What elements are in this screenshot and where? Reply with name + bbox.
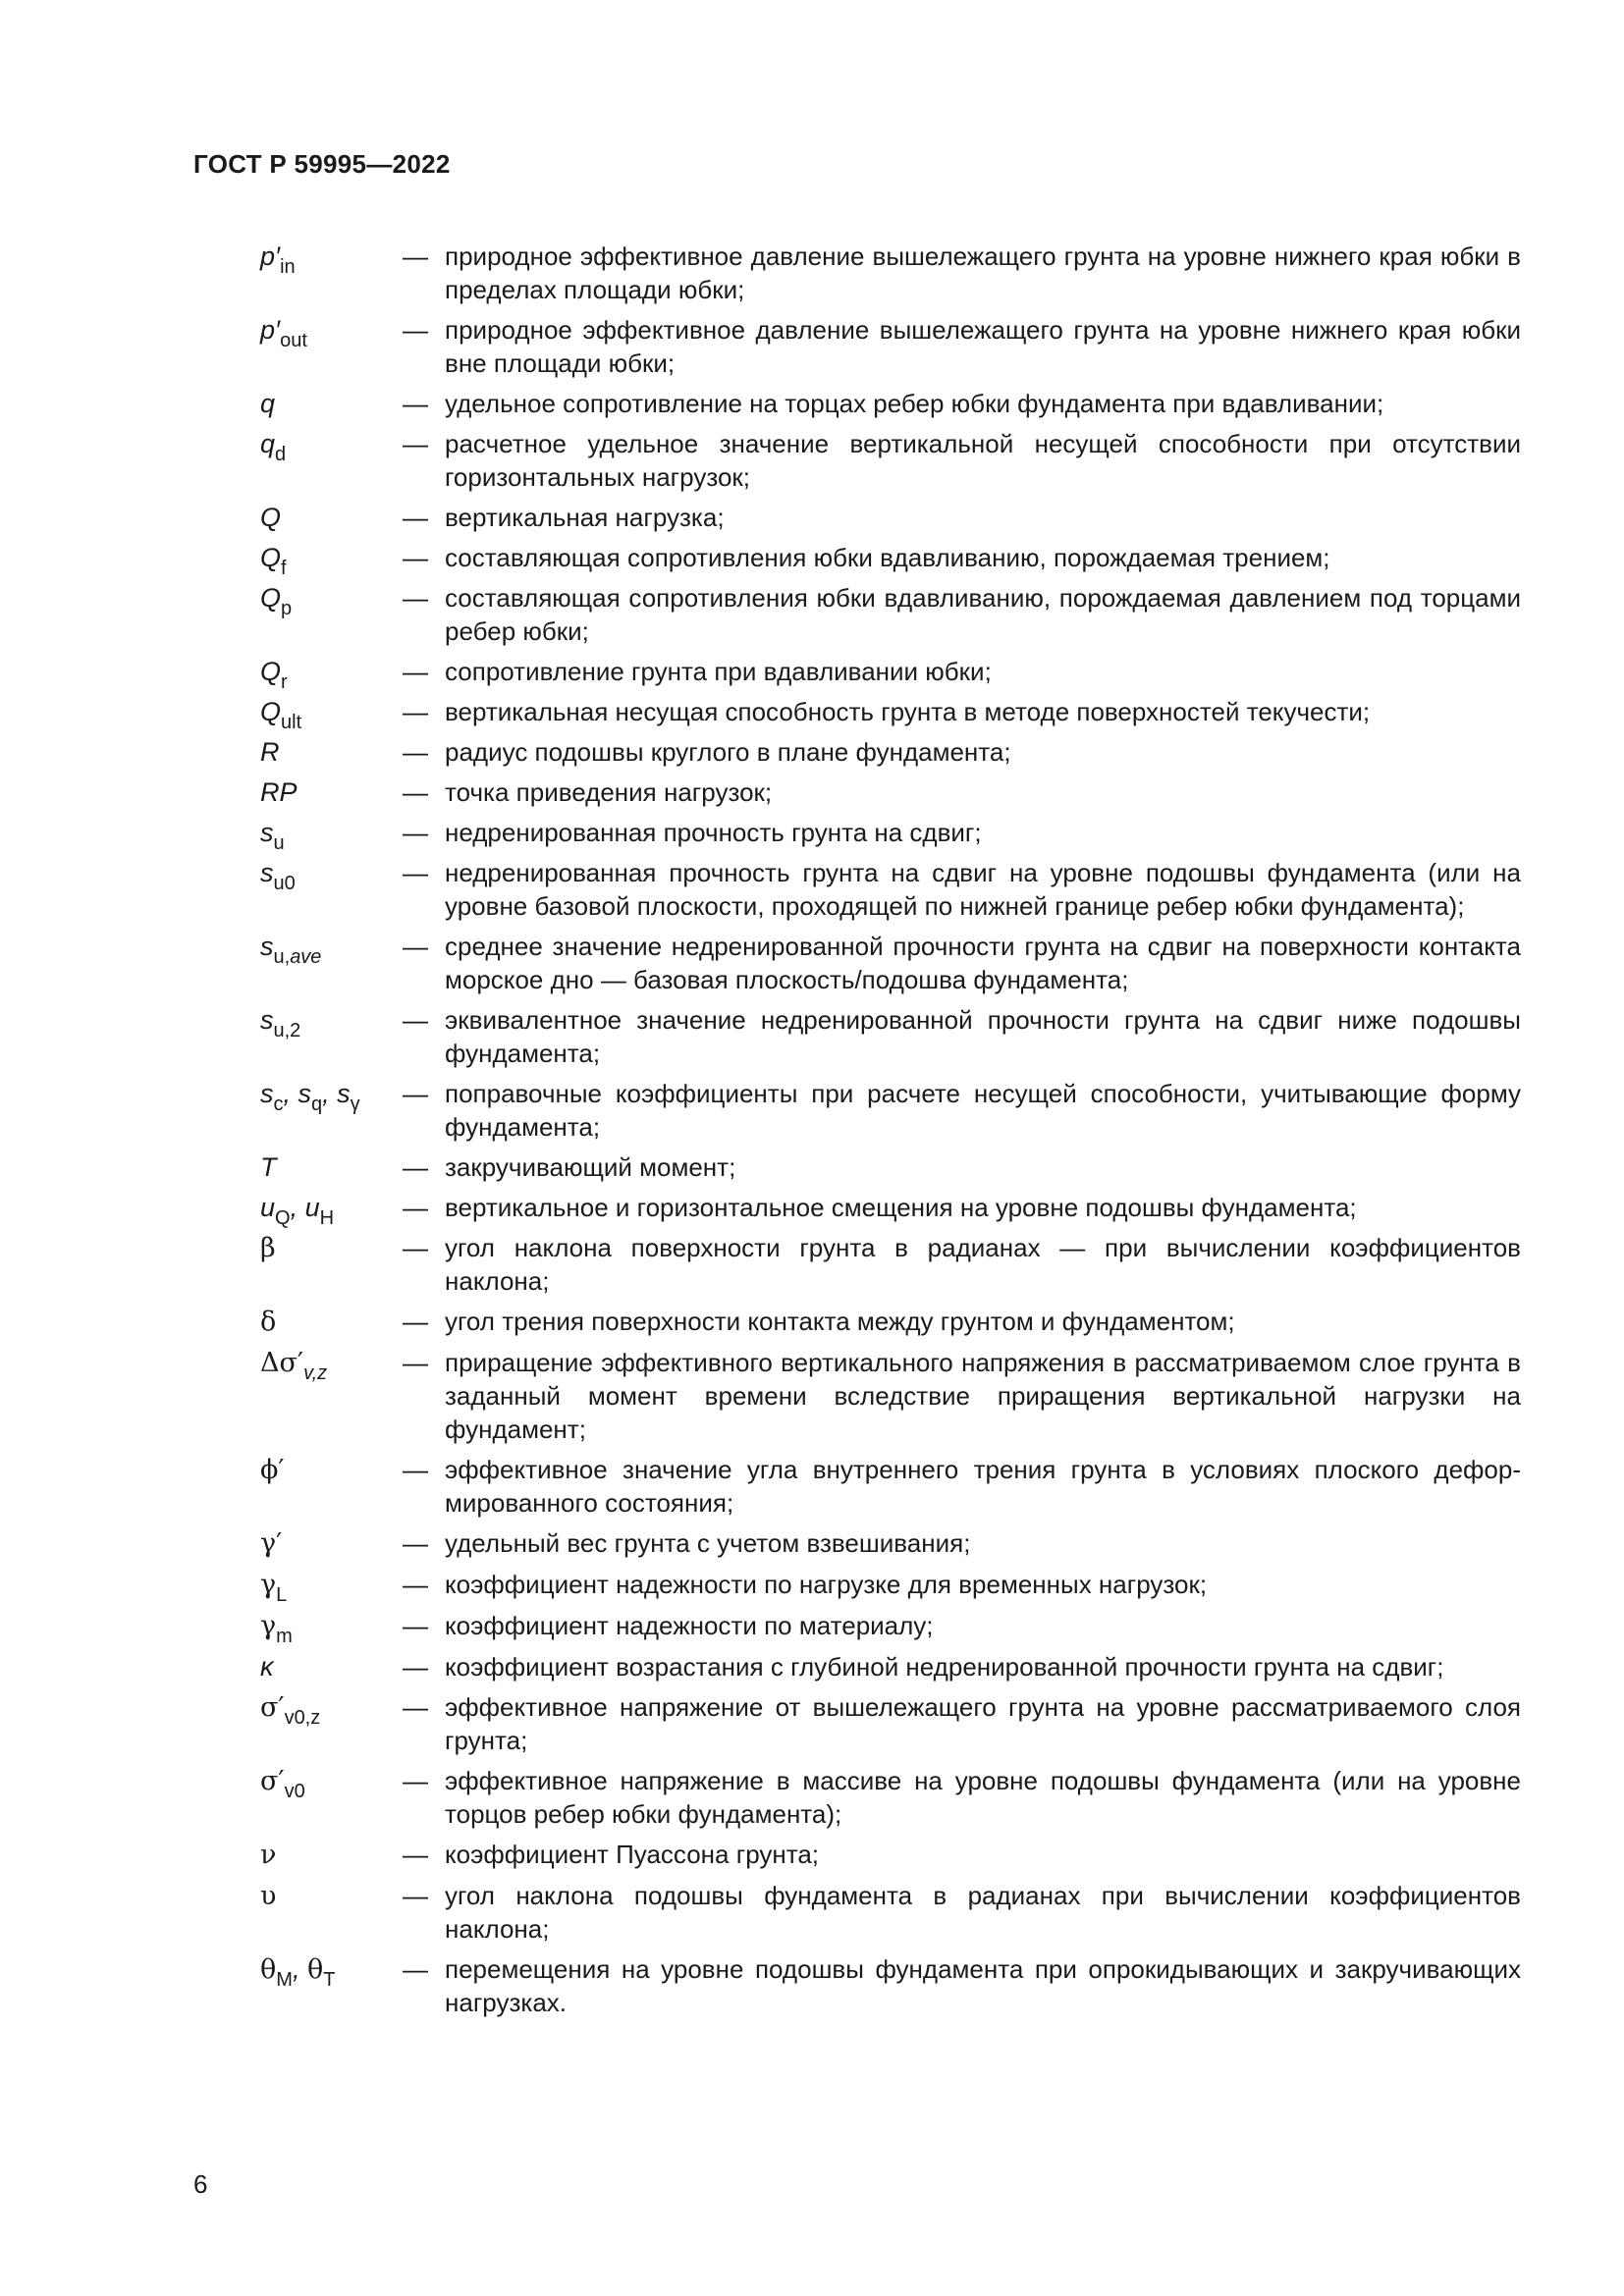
symbol-subscript-text: r — [281, 671, 288, 693]
symbol-greek: γ — [260, 1611, 277, 1641]
definition-symbol — [260, 1650, 403, 1683]
symbol-base: T — [260, 1152, 277, 1182]
definition-row — [260, 1305, 1521, 1339]
definition-text: составляющая сопротивления юбки вдавливанию, порождаемая трением; — [445, 543, 1330, 572]
symbol-greek: β — [260, 1233, 276, 1263]
definition-symbol — [260, 930, 403, 968]
definition-symbol — [260, 1453, 403, 1487]
definition-symbol — [260, 1568, 403, 1606]
symbol-base: RP — [260, 777, 298, 807]
symbol-base: s — [260, 1079, 274, 1108]
definition-symbol: $s_c$, $s_q$, $s_\gamma$ — [260, 1079, 360, 1115]
definition-row — [260, 1764, 1521, 1831]
definition-dash: — — [403, 1079, 428, 1108]
definition-symbol — [260, 1879, 403, 1913]
definition-row — [260, 541, 1521, 579]
definition-dash: — — [403, 1881, 428, 1910]
symbol-greek: σ′ — [260, 1692, 285, 1723]
definition-row — [260, 1231, 1521, 1298]
definition-row — [260, 387, 1521, 420]
definition-text: точка приведения нагрузок; — [445, 777, 773, 807]
definition-dash: — — [403, 858, 428, 887]
definition-text: коэффициент возрастания с глубиной недренированной прочности грунта на сдвиг; — [445, 1652, 1444, 1682]
symbol-subscript — [281, 598, 292, 619]
definition-symbol — [260, 1609, 403, 1647]
definition-text: недренированная прочность грунта на сдвиг; — [445, 818, 982, 847]
symbol-base: Q — [260, 543, 282, 572]
symbol-subscript-text: in — [280, 256, 296, 278]
definition-text: расчетное удельное значение вертикальной несущей способности при отсутствии горизонтальных нагрузок; — [445, 429, 1521, 492]
symbol-definitions-list — [260, 240, 1521, 2026]
definition-text: сопротивление грунта при вдавливании юбки; — [445, 657, 992, 686]
definition-symbol — [260, 735, 403, 769]
definition-symbol — [260, 1764, 403, 1802]
definition-symbol — [260, 1231, 403, 1265]
symbol-subscript-text: v0,z — [284, 1707, 321, 1729]
definition-text: эффективное значение угла внутреннего трения грунта в условиях плоского дефор-мированного состояния; — [445, 1455, 1521, 1518]
definition-text: угол наклона поверхности грунта в радианах — при вычислении коэффициентов наклона; — [445, 1233, 1521, 1296]
definition-text: природное эффективное давление вышележащего грунта на уровне нижнего края юбки в пределах площади юбки; — [445, 241, 1521, 304]
symbol-greek: γ — [260, 1570, 277, 1600]
symbol-base: κ — [260, 1652, 274, 1682]
definition-dash: — — [403, 429, 428, 458]
definition-row — [260, 1650, 1521, 1683]
symbol-subscript-text: p — [281, 598, 293, 619]
symbol-subscript-text: f — [281, 558, 287, 579]
definition-symbol — [260, 655, 403, 693]
definition-text: удельное сопротивление на торцах ребер юбки фундамента при вдавливании; — [445, 389, 1384, 418]
definition-dash: — — [403, 1307, 428, 1336]
definition-row — [260, 240, 1521, 306]
symbol-base: Q — [260, 697, 282, 726]
symbol-subscript — [281, 558, 287, 579]
symbol-base: u — [304, 1193, 320, 1222]
definition-text: составляющая сопротивления юбки вдавливанию, порождаемая давлением под торцами ребер юбки; — [445, 583, 1521, 646]
definition-symbol — [260, 856, 403, 894]
definition-dash: — — [403, 389, 428, 418]
symbol-subscript-text: M — [276, 1969, 293, 1991]
symbol-base: p′ — [260, 241, 281, 271]
definition-dash: — — [403, 315, 428, 345]
definition-symbol — [260, 541, 403, 579]
definition-dash: — — [403, 503, 428, 532]
symbol-base: Q — [260, 583, 282, 613]
symbol-subscript — [281, 671, 288, 693]
definition-text: приращение эффективного вертикального напряжения в рассматриваемом слое грунта в заданный момент времени вследствие приращения вертикальной нагрузки на фундамент; — [445, 1348, 1521, 1444]
definition-row — [260, 930, 1521, 996]
definition-row — [260, 775, 1521, 809]
symbol-subscript-text: γ — [350, 1094, 360, 1115]
symbol-greek: ν — [260, 1840, 277, 1870]
definition-text: удельный вес грунта с учетом взвешивания; — [445, 1528, 971, 1558]
definition-row — [260, 1346, 1521, 1446]
definition-text: эффективное напряжение от вышележащего грунта на уровне рассматриваемого слоя грунта; — [445, 1692, 1521, 1755]
definition-text: вертикальная несущая способность грунта в методе поверхностей текучести; — [445, 697, 1371, 726]
definition-text: вертикальная нагрузка; — [445, 503, 725, 532]
definition-dash: — — [403, 1005, 428, 1035]
definition-dash: — — [403, 1611, 428, 1640]
symbol-base: s — [260, 1005, 274, 1035]
symbol-subscript-text: ult — [281, 712, 302, 733]
definition-text: эквивалентное значение недренированной прочности грунта на сдвиг ниже подошвы фундамента; — [445, 1005, 1521, 1068]
definition-row — [260, 856, 1521, 923]
definition-row — [260, 1191, 1521, 1229]
symbol-subscript-text: u, — [273, 946, 291, 968]
definition-row — [260, 1879, 1521, 1946]
definition-text: эффективное напряжение в массиве на уровне подошвы фундамента (или на уровне торцов ребер юбки фундамента); — [445, 1766, 1521, 1829]
symbol-subscript-text: L — [276, 1584, 288, 1606]
symbol-subscript-text: c — [273, 1094, 284, 1115]
symbol-subscript-text: H — [319, 1207, 335, 1229]
definition-dash: — — [403, 1766, 428, 1795]
definition-symbol — [260, 1150, 403, 1184]
definition-text: коэффициент надежности по нагрузке для временных нагрузок; — [445, 1570, 1208, 1599]
definition-row — [260, 695, 1521, 733]
definition-symbol — [260, 816, 403, 854]
definition-row — [260, 1150, 1521, 1184]
symbol-subscript — [274, 873, 296, 894]
definition-row — [260, 1077, 1521, 1144]
definition-symbol — [260, 581, 403, 619]
definition-text: поправочные коэффициенты при расчете несущей способности, учитывающие форму фундамента; — [445, 1079, 1521, 1142]
symbol-subscript — [274, 1020, 301, 1041]
symbol-greek: υ — [260, 1881, 277, 1911]
symbol-greek: Δσ′ — [260, 1348, 304, 1378]
symbol-subscript-italic: ave — [290, 946, 322, 968]
definition-row — [260, 1952, 1521, 2019]
definition-symbol — [260, 1003, 403, 1041]
symbol-subscript — [323, 1969, 335, 1991]
symbol-subscript-text: u,2 — [273, 1020, 301, 1041]
symbol-greek: θ — [306, 1954, 324, 1985]
symbol-subscript — [276, 1626, 293, 1647]
definition-text: недренированная прочность грунта на сдвиг на уровне подошвы фундамента (или на уровне базовой плоскости, проходящей по нижней границе ребер юбки фундамента); — [445, 858, 1521, 921]
definition-row — [260, 1453, 1521, 1520]
definition-symbol: $u_Q$, $u_H$ — [260, 1193, 335, 1229]
symbol-subscript — [285, 1781, 305, 1802]
symbol-subscript — [274, 1094, 284, 1115]
definition-symbol — [260, 501, 403, 534]
definition-symbol — [260, 775, 403, 809]
definition-dash: — — [403, 1193, 428, 1222]
definition-text: коэффициент надежности по материалу; — [445, 1611, 934, 1640]
symbol-base: Q — [260, 657, 282, 686]
definition-dash: — — [403, 657, 428, 686]
symbol-greek: σ′ — [260, 1766, 285, 1796]
symbol-subscript — [285, 1707, 321, 1729]
definition-text: природное эффективное давление вышележащего грунта на уровне нижнего края юбки вне площади юбки; — [445, 315, 1521, 378]
definition-text: вертикальное и горизонтальное смещения на уровне подошвы фундамента; — [445, 1193, 1357, 1222]
definition-symbol — [260, 1838, 403, 1872]
definition-dash: — — [403, 1840, 428, 1869]
definition-dash: — — [403, 737, 428, 767]
symbol-subscript-text: u — [273, 832, 285, 854]
definition-symbol — [260, 387, 403, 420]
symbol-subscript — [311, 1094, 322, 1115]
symbol-subscript — [274, 832, 285, 854]
definition-row — [260, 1526, 1521, 1561]
definition-symbol: $\theta_M$, $\theta_T$ — [260, 1954, 336, 1991]
definition-row — [260, 501, 1521, 534]
definition-dash: — — [403, 1348, 428, 1377]
definition-row — [260, 1568, 1521, 1606]
page-number: 6 — [193, 2169, 208, 2199]
definition-text: коэффициент Пуассона грунта; — [445, 1840, 820, 1869]
definition-row — [260, 655, 1521, 693]
definition-row — [260, 427, 1521, 494]
definition-dash: — — [403, 1528, 428, 1558]
symbol-greek: ϕ′ — [260, 1455, 285, 1485]
symbol-greek: θ — [260, 1954, 277, 1985]
definition-dash: — — [403, 697, 428, 726]
symbol-subscript — [280, 330, 307, 351]
definition-text: перемещения на уровне подошвы фундамента при опрокидывающих и закручивающих нагрузках. — [445, 1954, 1521, 2017]
definition-dash: — — [403, 1570, 428, 1599]
symbol-subscript — [274, 946, 322, 968]
symbol-subscript — [351, 1094, 360, 1115]
definition-dash: — — [403, 1692, 428, 1722]
document-header: ГОСТ Р 59995—2022 — [193, 149, 451, 179]
symbol-subscript — [303, 1362, 327, 1384]
symbol-subscript — [275, 1207, 291, 1229]
symbol-base: s — [260, 932, 274, 961]
symbol-subscript — [276, 1969, 293, 1991]
symbol-subscript — [281, 712, 301, 733]
definition-symbol — [260, 1690, 403, 1729]
symbol-base: s — [260, 818, 274, 847]
symbol-base: q — [260, 429, 276, 458]
symbol-greek: δ — [260, 1307, 277, 1337]
definition-row — [260, 313, 1521, 380]
symbol-subscript-text: u0 — [273, 873, 296, 894]
definition-row — [260, 1838, 1521, 1872]
symbol-subscript — [320, 1207, 334, 1229]
definition-text: закручивающий момент; — [445, 1152, 736, 1182]
definition-dash: — — [403, 1233, 428, 1262]
symbol-subscript-text: m — [276, 1626, 293, 1647]
symbol-base: p′ — [260, 315, 281, 345]
symbol-subscript-text: out — [280, 330, 307, 351]
definition-dash: — — [403, 1455, 428, 1484]
definition-dash: — — [403, 818, 428, 847]
definition-symbol — [260, 427, 403, 465]
symbol-greek: γ′ — [260, 1528, 283, 1559]
symbol-subscript-text: T — [323, 1969, 336, 1991]
definition-dash: — — [403, 932, 428, 961]
definition-dash: — — [403, 241, 428, 271]
definition-dash: — — [403, 1152, 428, 1182]
definition-dash: — — [403, 1954, 428, 1984]
symbol-subscript-text: Q — [275, 1207, 291, 1229]
definition-text: радиус подошвы круглого в плане фундамента; — [445, 737, 1011, 767]
symbol-subscript-italic: v,z — [303, 1362, 328, 1384]
symbol-subscript — [276, 1584, 287, 1606]
definition-dash: — — [403, 1652, 428, 1682]
definition-symbol — [260, 1305, 403, 1339]
definition-row — [260, 735, 1521, 769]
definition-row — [260, 816, 1521, 854]
definition-row — [260, 1003, 1521, 1070]
symbol-base: R — [260, 737, 280, 767]
definition-symbol — [260, 240, 403, 278]
definition-text: среднее значение недренированной прочности грунта на сдвиг на поверхности контакта морское дно — базовая плоскость/подошва фундамента; — [445, 932, 1521, 994]
symbol-subscript — [280, 256, 296, 278]
definition-row — [260, 581, 1521, 648]
definition-symbol — [260, 695, 403, 733]
definition-row — [260, 1690, 1521, 1757]
symbol-subscript-text: d — [275, 444, 287, 465]
symbol-base: Q — [260, 503, 282, 532]
definition-text: угол трения поверхности контакта между грунтом и фундаментом; — [445, 1307, 1235, 1336]
definition-dash: — — [403, 583, 428, 613]
symbol-subscript-text: q — [311, 1094, 323, 1115]
symbol-base: s — [337, 1079, 351, 1108]
symbol-subscript — [275, 444, 286, 465]
definition-symbol — [260, 313, 403, 351]
definition-row — [260, 1609, 1521, 1647]
definition-symbol — [260, 1346, 403, 1384]
symbol-subscript-text: v0 — [284, 1781, 305, 1802]
definition-text: угол наклона подошвы фундамента в радианах при вычислении коэффициентов наклона; — [445, 1881, 1521, 1944]
definition-dash: — — [403, 777, 428, 807]
symbol-base: q — [260, 389, 276, 418]
symbol-base: u — [260, 1193, 276, 1222]
definition-symbol — [260, 1526, 403, 1561]
definition-dash: — — [403, 543, 428, 572]
symbol-base: s — [260, 858, 274, 887]
symbol-base: s — [298, 1079, 312, 1108]
